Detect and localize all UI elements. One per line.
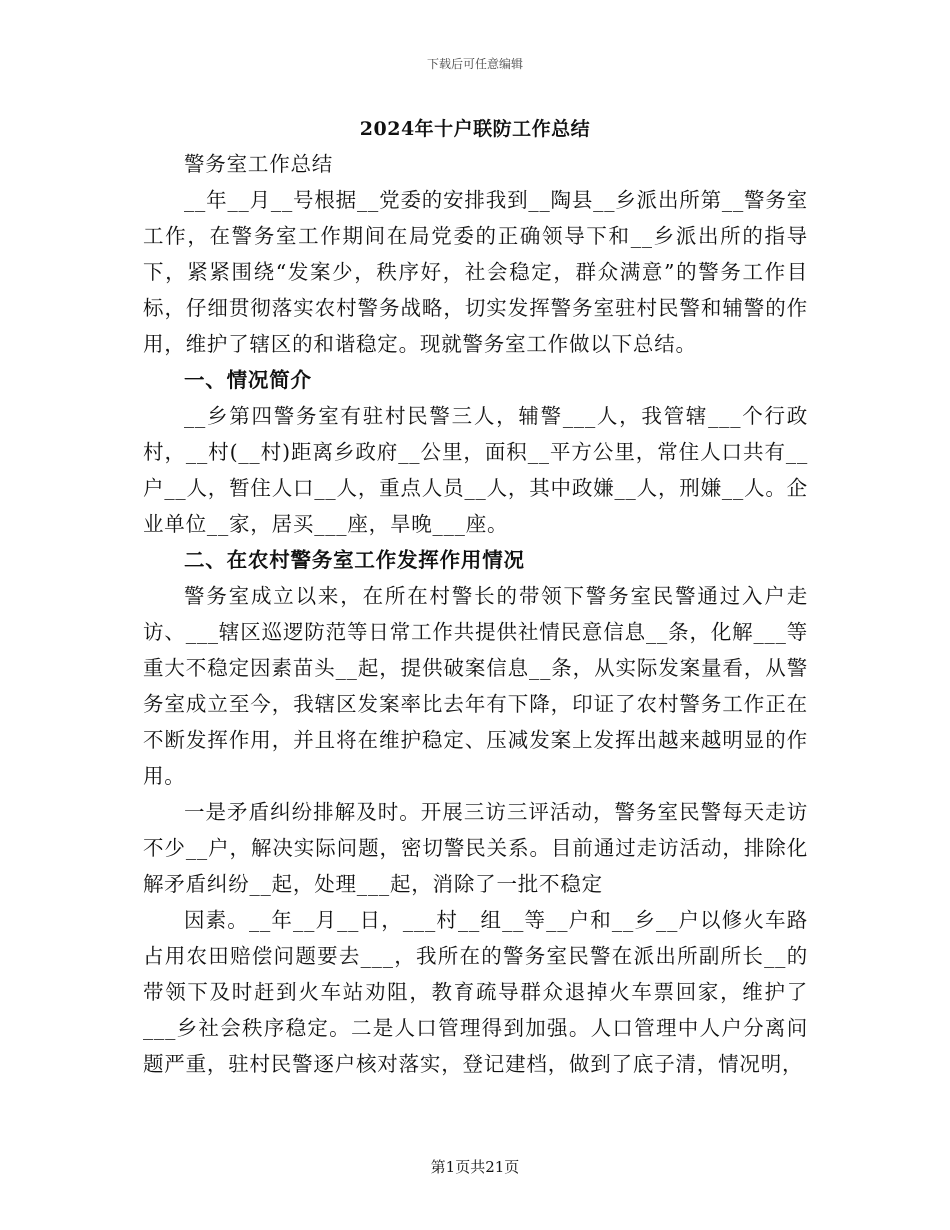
paragraph-intro: __年__月__号根据__党委的安排我到__陶县__乡派出所第__警务室工作，在警务室工作期间在局党委的正确领导下和__乡派出所的指导下，紧紧围绕“发案少，秩序好，社会稳定，群众满意”的警务工作目标，仔细贯彻落实农村警务战略，切实发挥警务室驻村民警和辅警的作用，维护了辖区的和谐稳定。现就警务室工作做以下总结。 (143, 188, 808, 356)
document-title: 2024年十户联防工作总结 (359, 118, 591, 140)
paragraph-overview: __乡第四警务室有驻村民警三人，辅警___人，我管辖___个行政村，__村(__村)距离乡政府__公里，面积__平方公里，常住人口共有__户__人，暂住人口__人，重点人员__人，其中政嫌__人，刑嫌__人。企业单位__家，居买___座，旱晚___座。 (143, 404, 808, 536)
document-body (143, 146, 808, 1082)
paragraph-factors: 因素。__年__月__日，___村__组__等__户和__乡__户以修火车路占用农田赔偿问题要去___，我所在的警务室民警在派出所副所长__的带领下及时赶到火车站劝阻，教育疏导群众退掉火车票回家，维护了___乡社会秩序稳定。二是人口管理得到加强。人口管理中人户分离问题严重，驻村民警逐户核对落实，登记建档，做到了底子清，情况明， (143, 908, 808, 1076)
section-heading-2: 二、在农村警务室工作发挥作用情况 (184, 548, 525, 572)
paragraph-subtitle: 警务室工作总结 (184, 152, 334, 176)
section-heading-1: 一、情况简介 (184, 368, 312, 392)
header-note: 下载后可任意编辑 (426, 57, 523, 71)
paragraph-effect: 警务室成立以来，在所在村警长的带领下警务室民警通过入户走访、___辖区巡逻防范等日常工作共提供社情民意信息__条，化解___等重大不稳定因素苗头__起，提供破案信息__条，从实际发案量看，从警务室成立至今，我辖区发案率比去年有下降，印证了农村警务工作正在不断发挥作用，并且将在维护稳定、压减发案上发挥出越来越明显的作用。 (143, 584, 808, 788)
page-number: 第1页共21页 (430, 1158, 520, 1176)
paragraph-disputes: 一是矛盾纠纷排解及时。开展三访三评活动，警务室民警每天走访不少__户，解决实际问题，密切警民关系。目前通过走访活动，排除化解矛盾纠纷__起，处理___起，消除了一批不稳定 (143, 800, 808, 896)
